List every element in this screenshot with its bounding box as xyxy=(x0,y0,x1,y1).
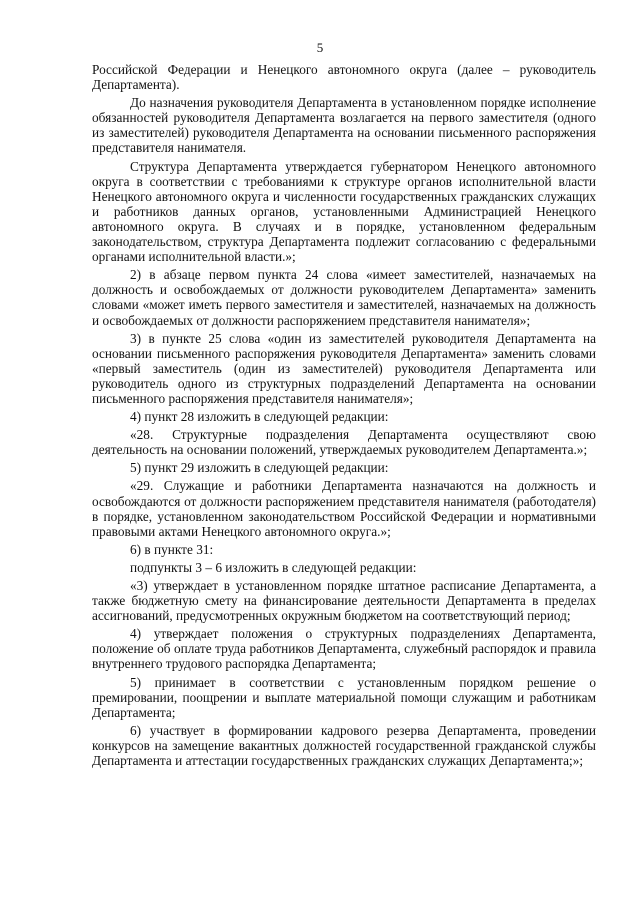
paragraph: «28. Структурные подразделения Департамента осуществляют свою деятельность на основании положений, утверждаемых руководителем Департамента.»; xyxy=(92,427,596,458)
paragraph: 4) пункт 28 изложить в следующей редакции: xyxy=(130,409,389,425)
paragraph: 2) в абзаце первом пункта 24 слова «имеет заместителей, назначаемых на должность и освобождаемых от должности руководителем Департамента» заменить словами «может иметь первого заместителя и заместителей, назначаемых на должность и освобождаемых от должности распоряжением представителя нанимателя»; xyxy=(92,267,596,328)
paragraph: До назначения руководителя Департамента в установленном порядке исполнение обязанностей руководителя Департамента возлагается на первого заместителя (одного из заместителей) руководителя Департамента на основании письменного распоряжения представителя нанимателя. xyxy=(92,95,596,156)
page-number: 5 xyxy=(316,40,324,55)
paragraph: Российской Федерации и Ненецкого автономного округа (далее – руководитель Департамента). xyxy=(92,62,596,93)
paragraph: 3) в пункте 25 слова «один из заместителей руководителя Департамента на основании письменного распоряжения руководителя Департамента» заменить словами «первый заместитель (один из заместителей) руководителя Департамента или руководитель одного из структурных подразделений Департамента на основании письменного распоряжения представителя нанимателя»; xyxy=(92,330,596,406)
paragraph: 6) в пункте 31: xyxy=(130,541,214,557)
paragraph: Структура Департамента утверждается губернатором Ненецкого автономного округа в соответствии с требованиями к структуре органов исполнительной власти Ненецкого автономного округа и численности государственных гражданских служащих и работников данных органов, установленными Администрацией Ненецкого автономного округа. В случаях и в порядке, установленном федеральным законодательством, структура Департамента подлежит согласованию с федеральными органами исполнительной власти.»; xyxy=(92,158,596,265)
document-body xyxy=(92,62,596,771)
paragraph: 4) утверждает положения о структурных подразделениях Департамента, положение об оплате труда работников Департамента, служебный распорядок и правила внутреннего трудового распорядка Департамента; xyxy=(92,626,596,672)
paragraph: 6) участвует в формировании кадрового резерва Департамента, проведении конкурсов на замещение вакантных должностей государственной гражданской службы Департамента и аттестации государственных гражданских служащих Департамента;»; xyxy=(92,722,596,769)
paragraph: подпункты 3 – 6 изложить в следующей редакции: xyxy=(130,559,417,575)
paragraph: «3) утверждает в установленном порядке штатное расписание Департамента, а также бюджетную смету на финансирование деятельности Департамента в пределах ассигнований, предусмотренных окружным бюджетом на соответствующий период; xyxy=(92,578,596,624)
paragraph: 5) принимает в соответствии с установленным порядком решение о премировании, поощрении и выплате материальной помощи служащим и работникам Департамента; xyxy=(92,674,596,720)
paragraph: 5) пункт 29 изложить в следующей редакции: xyxy=(130,460,389,476)
paragraph: «29. Служащие и работники Департамента назначаются на должность и освобождаются от должности распоряжением представителя нанимателя (работодателя) в порядке, установленном законодательством Российской Федерации и нормативными правовыми актами Ненецкого автономного округа.»; xyxy=(92,478,596,539)
